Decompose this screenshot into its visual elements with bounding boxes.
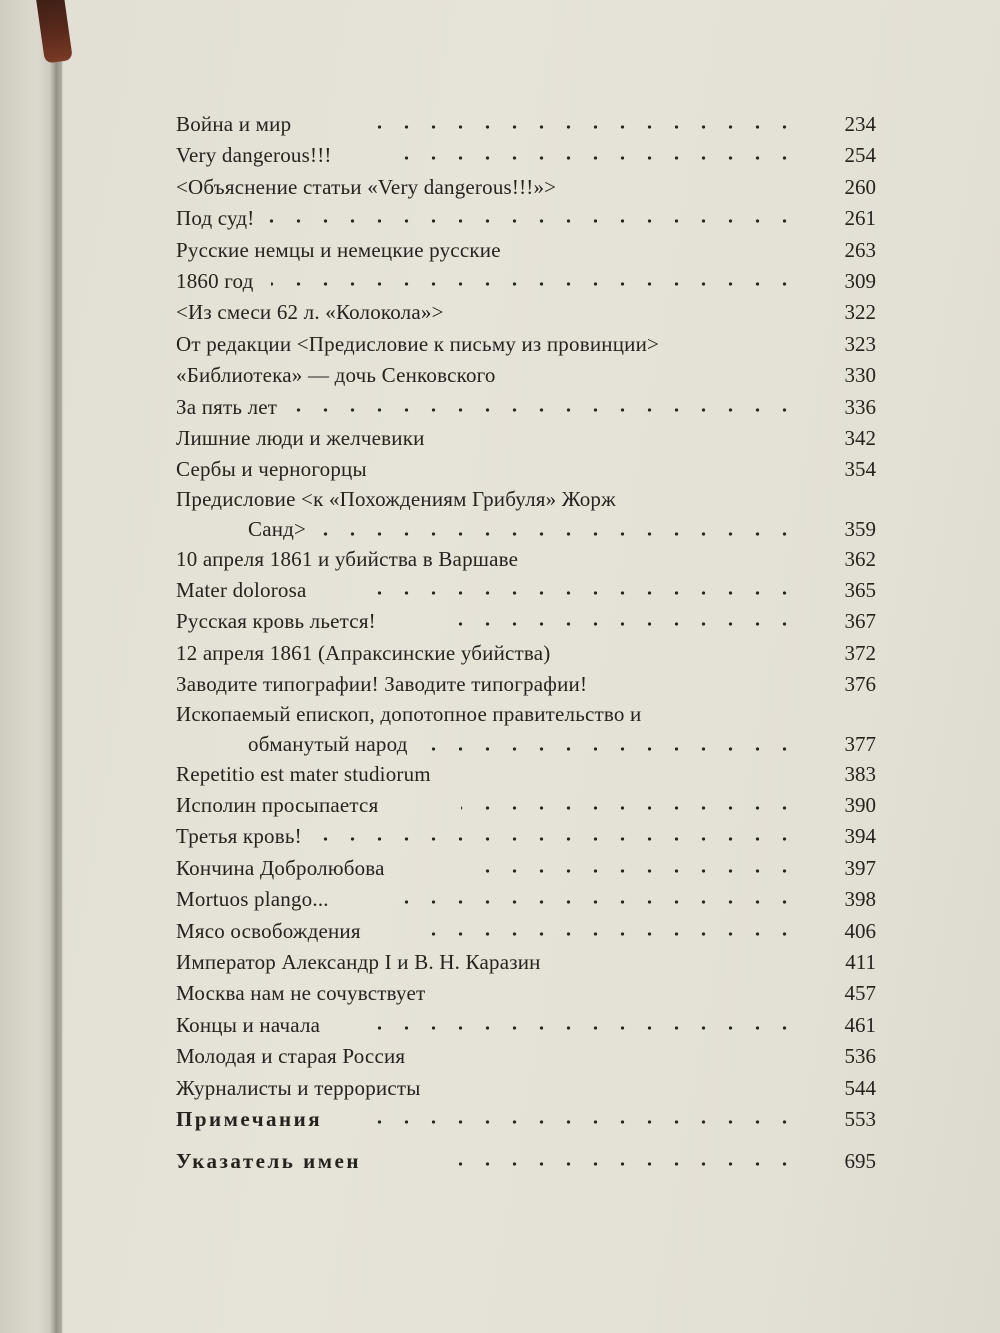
toc-entry [176, 141, 876, 172]
dot-leader [436, 621, 798, 627]
toc-entry-title: Под суд! [176, 206, 255, 231]
toc-entry [176, 487, 876, 545]
toc-entry [176, 110, 876, 141]
toc-entry-title: Русская кровь льется! [176, 609, 376, 634]
toc-entry-title: Мясо освобождения [176, 918, 361, 943]
toc-entry [176, 1105, 876, 1147]
toc-entry-title: Заводите типографии! Заводите типографии! [176, 672, 588, 697]
toc-entry-title: Император Александр I и В. Н. Каразин [176, 949, 541, 974]
toc-entry-title: Война и мир [176, 112, 292, 136]
toc-entry [176, 455, 876, 486]
toc-entry [176, 760, 876, 791]
toc-entry-title: Концы и начала [176, 1012, 321, 1037]
toc-entry [176, 1042, 876, 1073]
toc-entry-page-number: 544 [844, 1075, 876, 1100]
toc-entry-title: От редакции <Предисловие к письму из провинции> [176, 331, 660, 356]
toc-entry-title: Mortuos plango... [176, 887, 329, 912]
toc-entry-page-number: 377 [844, 731, 876, 756]
toc-entry-page-number: 383 [844, 761, 876, 786]
toc-entry [176, 393, 876, 424]
toc-entry-page-number: 398 [844, 887, 876, 912]
toc-entry-title: Третья кровь! [176, 824, 302, 849]
toc-entry-page-number: 536 [844, 1044, 876, 1069]
dot-leader [271, 281, 798, 287]
dot-leader [381, 899, 798, 905]
toc-entry-title: Кончина Добролюбова [176, 855, 385, 880]
toc-entry [176, 702, 876, 760]
toc-entry-page-number: 411 [845, 949, 876, 974]
toc-entry [176, 1074, 876, 1105]
toc-entry-title: 10 апреля 1861 и убийства в Варшаве [176, 546, 519, 571]
toc-entry-title-continuation: Санд> [248, 516, 307, 541]
dot-leader [461, 805, 798, 811]
toc-entry [176, 670, 876, 701]
toc-entry-page-number: 362 [844, 546, 876, 571]
toc-entry-title: Предисловие <к «Похождениям Грибуля» Жорж [176, 486, 616, 511]
toc-entry-title: Молодая и старая Россия [176, 1044, 406, 1069]
toc-entry-page-number: 336 [844, 394, 876, 419]
toc-entry-title: За пять лет [176, 394, 278, 419]
toc-entry-title: Сербы и черногорцы [176, 457, 367, 482]
toc-entry [176, 854, 876, 885]
toc-entry-title: 12 апреля 1861 (Апраксинские убийства) [176, 640, 551, 665]
toc-entry-title: Указатель имен [176, 1148, 361, 1173]
toc-entry [176, 236, 876, 267]
toc-entry-page-number: 342 [844, 425, 876, 450]
toc-entry [176, 791, 876, 822]
toc-entry-title: Москва нам не сочувствует [176, 981, 426, 1006]
toc-entry-page-number: 367 [844, 609, 876, 634]
dot-leader [306, 531, 798, 537]
dot-leader [431, 746, 798, 752]
dot-leader [264, 218, 798, 224]
toc-entry-title: Mater dolorosa [176, 578, 307, 603]
dot-leader [371, 1025, 798, 1031]
toc-entry [176, 330, 876, 361]
toc-entry-page-number: 365 [844, 578, 876, 603]
toc-entry-page-number: 461 [844, 1012, 876, 1037]
toc-entry-page-number: 254 [844, 143, 876, 168]
toc-entry [176, 361, 876, 392]
toc-entry [176, 979, 876, 1010]
toc-entry [176, 885, 876, 916]
toc-entry-page-number: 323 [844, 331, 876, 356]
toc-entry-page-number: 695 [844, 1148, 876, 1173]
toc-entry-page-number: 394 [844, 824, 876, 849]
toc-entry-title: Very dangerous!!! [176, 143, 332, 168]
toc-entry-title: Исполин просыпается [176, 793, 379, 818]
toc-entry-title: <Объяснение статьи «Very dangerous!!!»> [176, 174, 557, 199]
toc-entry-page-number: 330 [844, 363, 876, 388]
toc-entry-title: Repetitio est mater studiorum [176, 761, 431, 786]
dot-leader [426, 931, 798, 937]
dot-leader [361, 590, 798, 596]
toc-entry-page-number: 322 [844, 300, 876, 325]
toc-entry [176, 822, 876, 853]
dot-leader [311, 836, 798, 842]
toc-entry-page-number: 261 [844, 206, 876, 231]
page-gutter-shadow [50, 0, 64, 1333]
toc-entry [176, 204, 876, 235]
toc-entry [176, 298, 876, 329]
toc-entry [176, 576, 876, 607]
toc-entry-title-continuation: обманутый народ [248, 731, 408, 756]
toc-entry-title: <Из смеси 62 л. «Колокола»> [176, 300, 444, 325]
toc-entry [176, 173, 876, 204]
dot-leader [286, 407, 798, 413]
toc-entry-page-number: 376 [844, 672, 876, 697]
toc-entry-page-number: 234 [844, 112, 876, 136]
toc-entry-page-number: 372 [844, 640, 876, 665]
toc-entry [176, 545, 876, 576]
toc-entry [176, 948, 876, 979]
toc-entry-title: Русские немцы и немецкие русские [176, 237, 501, 262]
toc-entry-title: Примечания [176, 1106, 323, 1131]
toc-entry-title: Лишние люди и желчевики [176, 425, 425, 450]
toc-entry [176, 424, 876, 455]
toc-entry-page-number: 390 [844, 793, 876, 818]
toc-entry [176, 639, 876, 670]
toc-entry [176, 1147, 876, 1189]
table-of-contents [176, 110, 876, 1189]
toc-entry-page-number: 359 [844, 516, 876, 541]
toc-entry-page-number: 457 [844, 981, 876, 1006]
toc-entry-page-number: 309 [844, 268, 876, 293]
dot-leader [376, 1119, 798, 1125]
dot-leader [436, 1161, 798, 1167]
toc-entry [176, 267, 876, 298]
toc-entry-page-number: 397 [844, 855, 876, 880]
dot-leader [361, 124, 798, 130]
toc-entry-title: Журналисты и террористы [176, 1075, 421, 1100]
toc-entry-page-number: 553 [844, 1106, 876, 1131]
toc-entry-page-number: 263 [844, 237, 876, 262]
toc-entry-title: 1860 год [176, 268, 254, 293]
toc-entry-page-number: 260 [844, 174, 876, 199]
toc-entry-page-number: 406 [844, 918, 876, 943]
dot-leader [391, 155, 798, 161]
toc-entry-title: «Библиотека» — дочь Сенковского [176, 363, 496, 388]
toc-entry-page-number: 354 [844, 457, 876, 482]
toc-entry [176, 917, 876, 948]
toc-entry [176, 607, 876, 638]
toc-entry-title: Ископаемый епископ, допотопное правительство и [176, 701, 642, 726]
dot-leader [476, 868, 798, 874]
toc-entry [176, 1011, 876, 1042]
